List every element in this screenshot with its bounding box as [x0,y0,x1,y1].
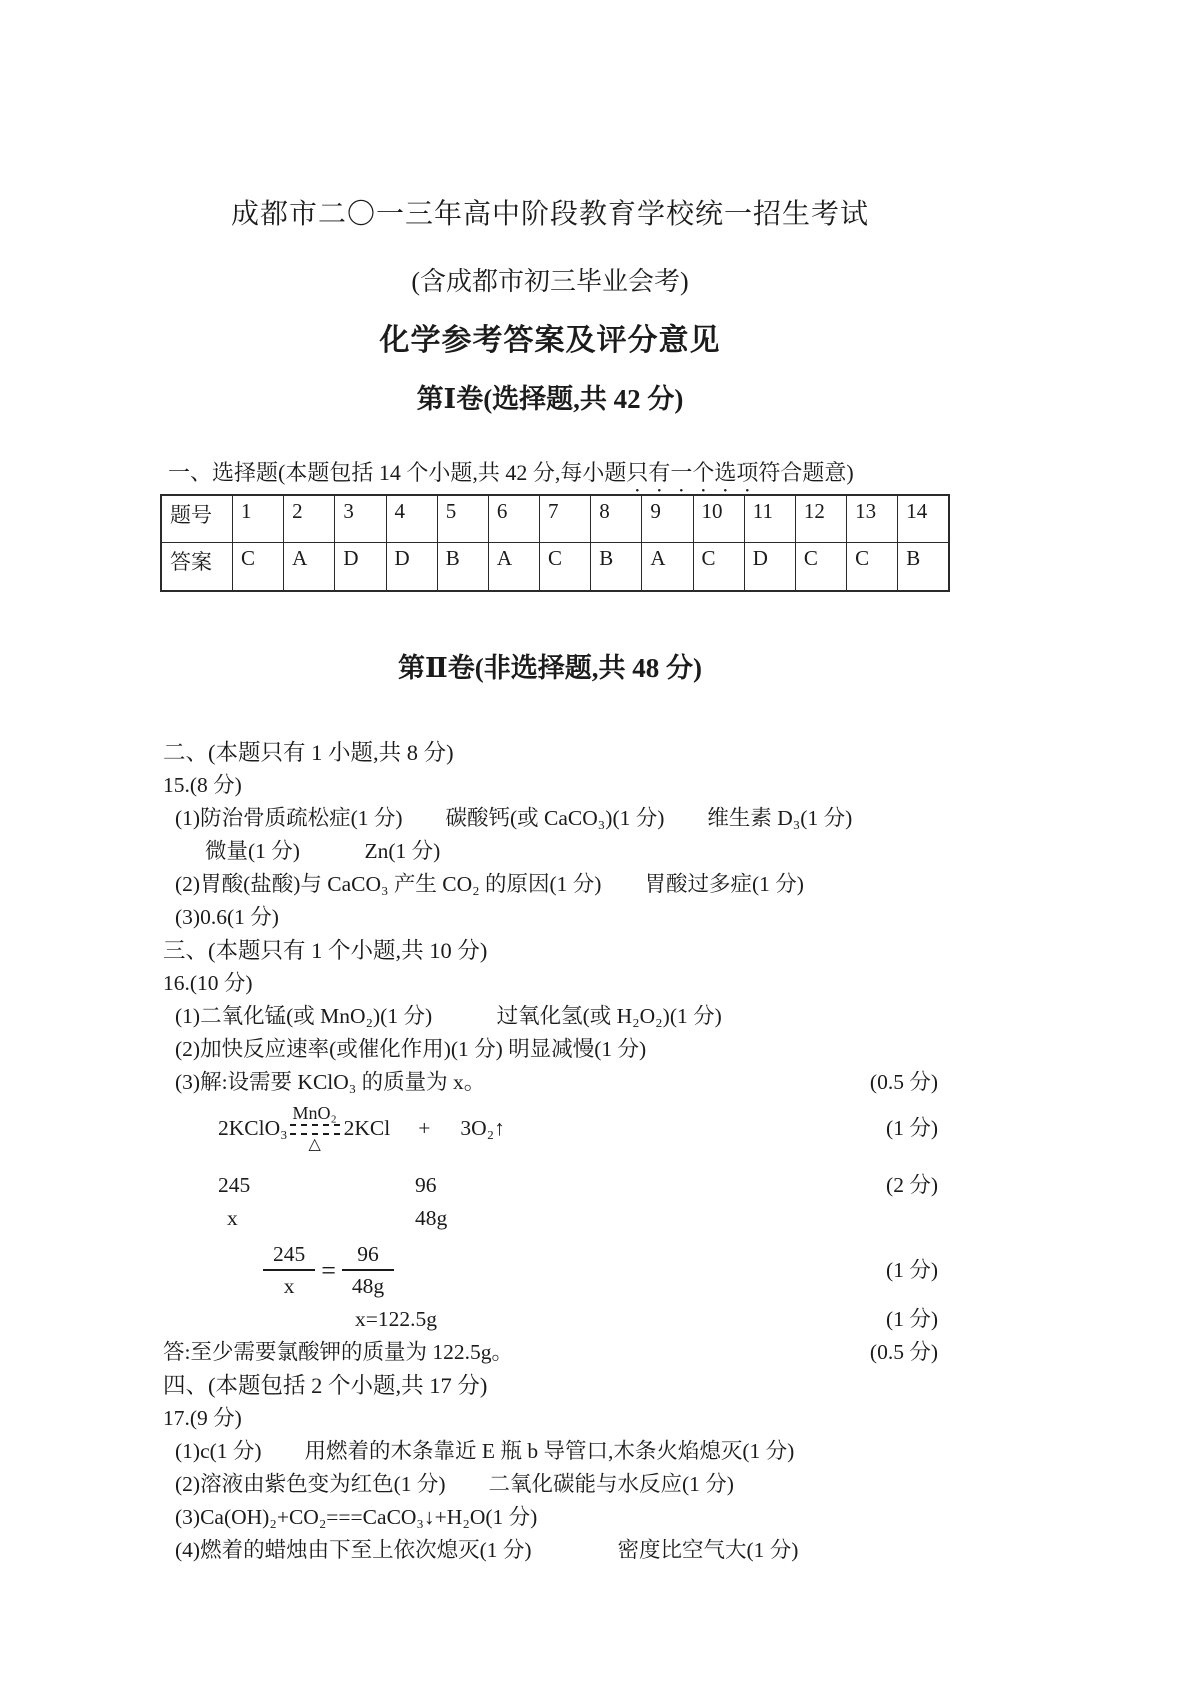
q16-item2: (2)加快反应速率(或催化作用)(1 分) 明显减慢(1 分) [175,1037,647,1061]
section3-heading: 三、(本题只有 1 个小题,共 10 分) [163,938,488,963]
result-value: x=122.5g [355,1307,438,1331]
q17-label: 17.(9 分) [163,1406,242,1430]
mcq-answer-table [160,494,950,592]
q15-item3: (3)0.6(1 分) [175,905,279,929]
answer-cell: D [386,543,437,592]
answer-cell: C [795,543,846,592]
chemical-equation-line [163,1104,938,1153]
result-line [163,1303,938,1336]
question-number-cell: 3 [335,495,386,543]
row-header-answer: 答案 [161,543,233,592]
answer-cell: D [335,543,386,592]
fraction-right [342,1241,394,1299]
q16-item1: (1)二氧化锰(或 MnO₂)(1 分) 过氧化氢(或 H₂O₂)(1 分) [175,1004,722,1028]
equals-double-line [290,1124,340,1135]
answer-cell: C [233,543,284,592]
question-number-cell: 6 [488,495,539,543]
molar-mass-score: (2 分) [886,1173,938,1197]
q17-item2: (2)溶液由紫色变为红色(1 分) 二氧化碳能与水反应(1 分) [175,1472,734,1496]
answer-cell: B [591,543,642,592]
molar-mass-line [163,1169,938,1202]
question-number-cell: 10 [693,495,744,543]
fraction-right-numerator: 96 [342,1241,394,1271]
q16-item3-score: (0.5 分) [869,1070,938,1094]
answer-statement-score: (0.5 分) [869,1340,938,1364]
q15-item1: (1)防治骨质疏松症(1 分) 碳酸钙(或 CaCO₃)(1 分) 维生素 D₃(1 分) [175,806,853,830]
section4-heading: 四、(本题包括 2 个小题,共 17 分) [163,1373,488,1398]
unknown-x: x [227,1206,238,1230]
row-header-question-number: 题号 [161,495,233,543]
condition-catalyst: MnO₂ [292,1103,337,1123]
condition-heat-triangle: △ [308,1136,321,1153]
plus-sign: + [418,1116,431,1140]
question-number-cell: 14 [898,495,949,543]
answer-cell: C [540,543,591,592]
question-number-cell: 4 [386,495,437,543]
exam-subtitle: (含成都市初三毕业会考) [411,267,689,296]
q15-label: 15.(8 分) [163,773,242,797]
mcq-instructions-before: 一、选择题(本题包括 14 个小题,共 42 分,每小题 [168,460,627,485]
question-number-cell: 12 [795,495,846,543]
answer-cell: D [744,543,795,592]
answer-cell: C [847,543,898,592]
question-number-cell: 1 [233,495,284,543]
q16-label: 16.(10 分) [163,971,253,995]
answer-cell: A [284,543,335,592]
reaction-condition [290,1104,340,1153]
answer-cell: B [437,543,488,592]
document-title: 化学参考答案及评分意见 [379,324,721,357]
mcq-instructions-after: 符合题意) [758,460,854,485]
question-number-cell: 11 [744,495,795,543]
answer-statement: 答:至少需要氯酸钾的质量为 122.5g。 [163,1340,513,1364]
question-number-cell: 9 [642,495,693,543]
fraction-left [263,1241,315,1299]
q17-item3: (3)Ca(OH)₂+CO₂===CaCO₃↓+H₂O(1 分) [175,1505,538,1529]
exam-title: 成都市二〇一三年高中阶段教育学校统一招生考试 [230,199,869,230]
fraction-right-denominator: 48g [351,1274,385,1298]
molar-mass-product: 96 [415,1173,437,1197]
question-number-cell: 8 [591,495,642,543]
unknown-line [163,1202,938,1235]
mcq-instructions-emphasized: 只有一个选项 [626,460,759,485]
q16-item3-line [163,1066,938,1099]
question-number-cell: 7 [540,495,591,543]
question-number-cell: 13 [847,495,898,543]
table-row-answers [161,543,949,592]
question-number-cell: 2 [284,495,335,543]
q17-item1: (1)c(1 分) 用燃着的木条靠近 E 瓶 b 导管口,木条火焰熄灭(1 分) [175,1439,795,1463]
equation-score: (1 分) [886,1116,938,1140]
answer-cell: C [693,543,744,592]
result-score: (1 分) [886,1307,938,1331]
proportion-line [163,1241,938,1299]
answer-cell: B [898,543,949,592]
q15-item2: (2)胃酸(盐酸)与 CaCO₃ 产生 CO₂ 的原因(1 分) 胃酸过多症(1 分) [175,872,804,896]
molar-mass-reactant: 245 [218,1173,251,1197]
equals-sign: = [321,1255,336,1285]
equation-reactant: 2KClO₃ [218,1116,288,1140]
answer-cell: A [642,543,693,592]
answers-body [163,736,938,1567]
answer-cell: A [488,543,539,592]
section2-heading: 二、(本题只有 1 小题,共 8 分) [163,740,454,765]
fraction-left-numerator: 245 [263,1241,315,1271]
equation-product1: 2KCl [343,1116,391,1140]
q16-item3-text: (3)解:设需要 KClO₃ 的质量为 x。 [175,1070,486,1094]
equation-product2: 3O₂↑ [460,1116,505,1140]
question-number-cell: 5 [437,495,488,543]
part2-heading: 第Ⅱ卷(非选择题,共 48 分) [398,653,702,683]
table-row-question-numbers [161,495,949,543]
part1-heading: 第Ⅰ卷(选择题,共 42 分) [416,384,684,414]
fraction-left-denominator: x [283,1274,295,1298]
answer-statement-line [163,1336,938,1369]
q15-item1b: 微量(1 分) Zn(1 分) [205,839,441,863]
given-mass: 48g [415,1206,448,1230]
proportion-score: (1 分) [886,1257,938,1282]
q17-item4: (4)燃着的蜡烛由下至上依次熄灭(1 分) 密度比空气大(1 分) [175,1538,799,1562]
mcq-instructions [168,456,1068,497]
